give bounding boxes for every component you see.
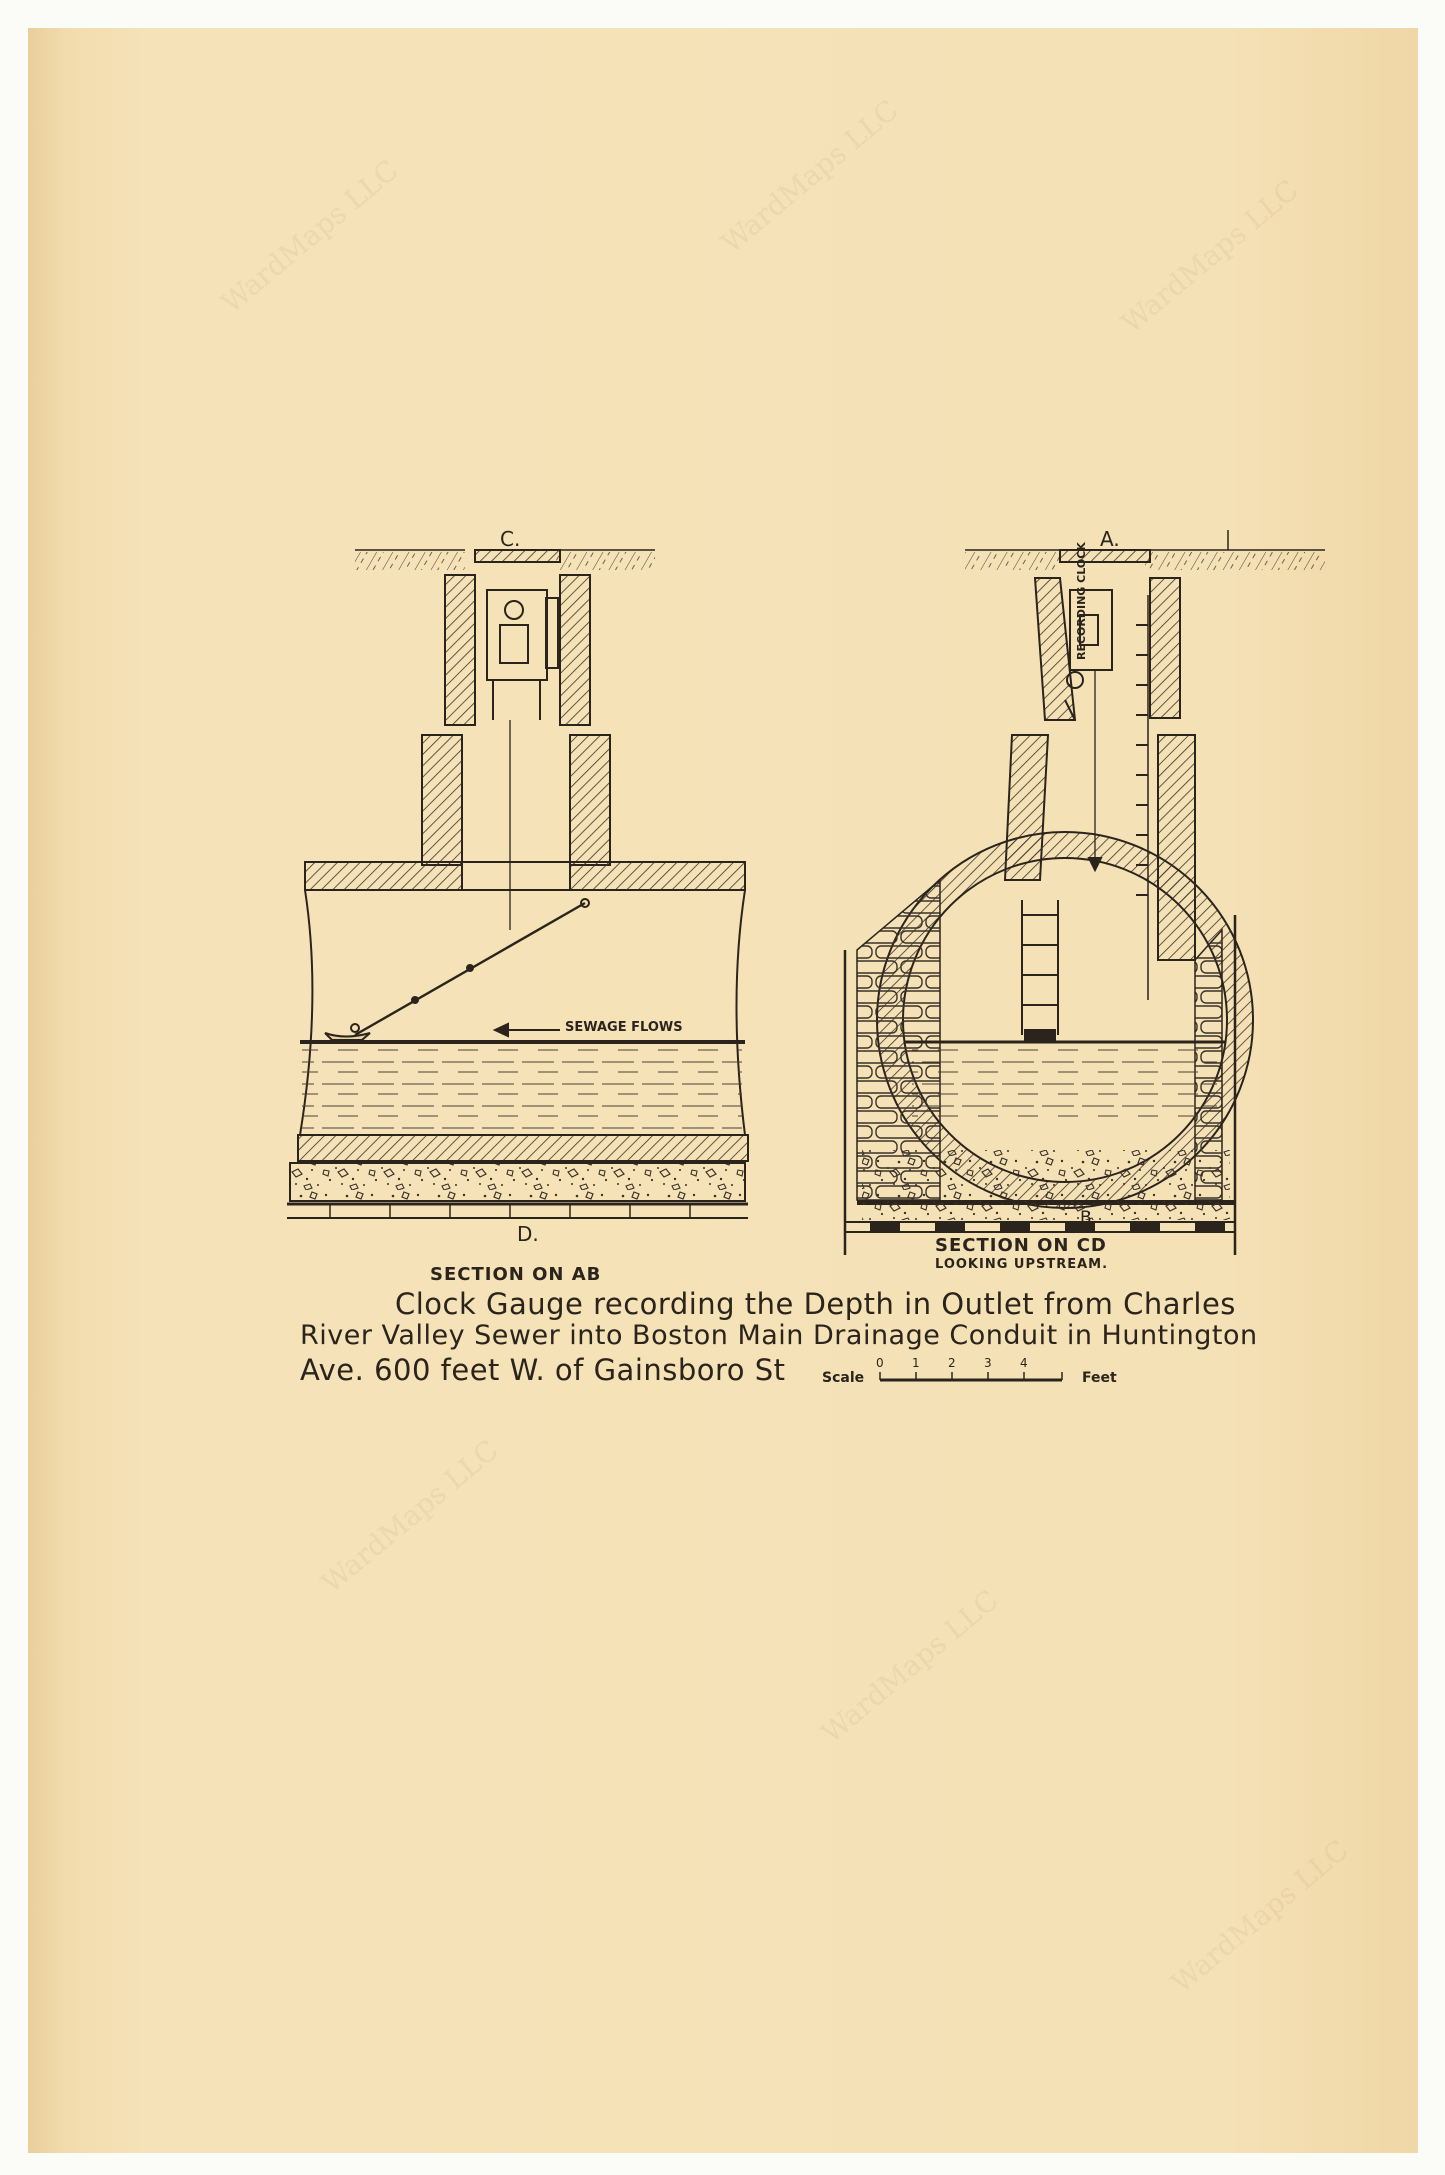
watermark: WardMaps LLC xyxy=(815,1583,1005,1750)
sewage-flows-label: SEWAGE FLOWS xyxy=(565,1020,683,1035)
scale-tick-2: 2 xyxy=(948,1356,956,1370)
watermark: WardMaps LLC xyxy=(315,1433,505,1600)
watermark: WardMaps LLC xyxy=(1165,1833,1355,2000)
scale-tick-3: 3 xyxy=(984,1356,992,1370)
watermark: WardMaps LLC xyxy=(715,93,905,260)
watermark: WardMaps LLC xyxy=(1115,173,1305,340)
scale-tick-0: 0 xyxy=(876,1356,884,1370)
watermark: WardMaps LLC xyxy=(215,153,405,320)
caption-line-3: Ave. 600 feet W. of Gainsboro St xyxy=(300,1353,786,1387)
scale-tick-1: 1 xyxy=(912,1356,920,1370)
section-cd-subtitle: LOOKING UPSTREAM. xyxy=(935,1257,1109,1272)
caption-line-2: River Valley Sewer into Boston Main Drainage Conduit in Huntington xyxy=(300,1320,1258,1351)
scale-label: Scale xyxy=(822,1370,865,1386)
section-ab-title: SECTION ON AB xyxy=(430,1264,602,1285)
point-d-label: D. xyxy=(517,1222,539,1246)
recording-clock-label: RECORDING CLOCK xyxy=(1075,542,1088,660)
point-a-label: A. xyxy=(1100,527,1120,551)
scale-unit: Feet xyxy=(1082,1370,1117,1386)
point-c-label: C. xyxy=(500,527,521,551)
caption-line-1: Clock Gauge recording the Depth in Outlet from Charles xyxy=(395,1287,1236,1321)
point-b-label: B. xyxy=(1080,1208,1098,1228)
scale-tick-4: 4 xyxy=(1020,1356,1028,1370)
section-cd-title: SECTION ON CD xyxy=(935,1235,1107,1256)
